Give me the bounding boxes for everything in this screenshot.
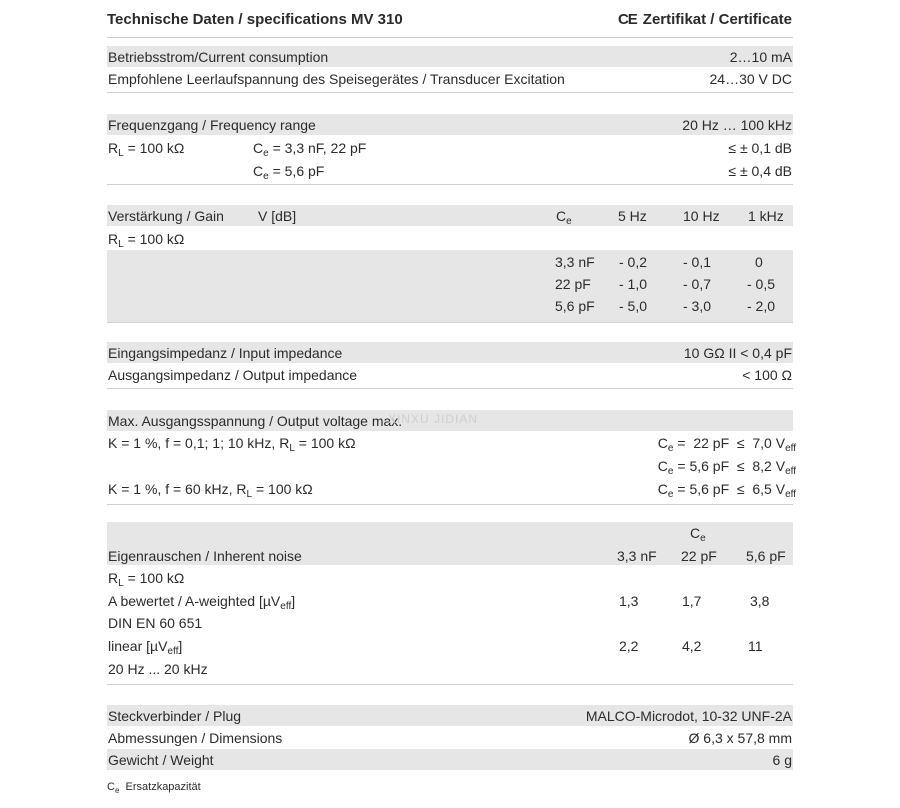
weight-value: 6 g bbox=[772, 752, 792, 768]
voltage-label: Max. Ausgangsspannung / Output voltage max. bbox=[108, 413, 403, 429]
frequency-tolerance-2: ≤ ± 0,4 dB bbox=[728, 163, 792, 179]
noise-value: 11 bbox=[748, 638, 763, 654]
noise-col: 22 pF bbox=[681, 548, 717, 564]
footnote: $C_e$ Ersatzkapazität bbox=[107, 781, 201, 795]
divider bbox=[107, 684, 793, 685]
noise-load: $R_L = 100$ kΩ bbox=[108, 570, 185, 589]
noise-linear-label: linear [µV$_{eff}$] bbox=[108, 638, 183, 657]
voltage-condition-2: K = 1 %, f = 60 kHz, $R_L = 100$ kΩ bbox=[108, 481, 313, 500]
divider bbox=[107, 504, 793, 505]
gain-row-value: 0 bbox=[755, 254, 763, 270]
frequency-load: $R_L = 100$ kΩ bbox=[108, 140, 185, 159]
gain-row-value: - 5,0 bbox=[619, 298, 648, 314]
noise-col: 3,3 nF bbox=[617, 548, 657, 564]
gain-col-1khz: 1 kHz bbox=[748, 208, 784, 224]
gain-col-ce: $C_e$ bbox=[556, 208, 572, 227]
noise-standard: DIN EN 60 651 bbox=[108, 615, 203, 631]
noise-value: 1,3 bbox=[619, 593, 639, 609]
gain-col-10hz: 10 Hz bbox=[683, 208, 720, 224]
plug-value: MALCO-Microdot, 10-32 UNF-2A bbox=[585, 708, 792, 724]
gain-unit: V [dB] bbox=[258, 208, 297, 224]
watermark: XINXU JIDIAN bbox=[388, 412, 479, 426]
output-impedance-value: < 100 Ω bbox=[742, 367, 792, 383]
excitation-value: 24…30 V DC bbox=[709, 71, 792, 87]
input-impedance-value: 10 GΩ II < 0,4 pF bbox=[683, 345, 792, 361]
gain-row-cap: 3,3 nF bbox=[555, 254, 595, 270]
dimensions-label: Abmessungen / Dimensions bbox=[108, 730, 283, 746]
noise-a-weighted-label: A bewertet / A-weighted [µV$_{eff}$] bbox=[108, 593, 296, 612]
gain-label: Verstärkung / Gain bbox=[108, 208, 224, 224]
plug-label: Steckverbinder / Plug bbox=[108, 708, 242, 724]
gain-row-value: - 2,0 bbox=[747, 298, 776, 314]
gain-row-value: - 1,0 bbox=[619, 276, 648, 292]
noise-value: 1,7 bbox=[682, 593, 702, 609]
noise-col: 5,6 pF bbox=[746, 548, 786, 564]
certificate-text: Zertifikat / Certificate bbox=[642, 11, 792, 28]
noise-value: 4,2 bbox=[682, 638, 702, 654]
frequency-label: Frequenzgang / Frequency range bbox=[108, 117, 316, 133]
voltage-value: $C_e = 5,6$ pF ≤ 8,2 $V_{eff}$ bbox=[657, 458, 796, 477]
noise-value: 2,2 bbox=[619, 638, 639, 654]
excitation-label: Empfohlene Leerlaufspannung des Speisegerätes / Transducer Excitation bbox=[108, 71, 565, 87]
frequency-cap-1: $C_e = 3,3$ nF, 22 pF bbox=[253, 140, 367, 159]
gain-col-5hz: 5 Hz bbox=[618, 208, 647, 224]
gain-row-value: - 0,5 bbox=[747, 276, 776, 292]
dimensions-value: Ø 6,3 x 57,8 mm bbox=[688, 730, 792, 746]
weight-label: Gewicht / Weight bbox=[108, 752, 214, 768]
ce-mark-icon: CE bbox=[617, 11, 637, 28]
input-impedance-label: Eingangsimpedanz / Input impedance bbox=[108, 345, 343, 361]
current-label: Betriebsstrom/Current consumption bbox=[108, 49, 329, 65]
certificate-label bbox=[618, 11, 792, 29]
voltage-condition-1: K = 1 %, f = 0,1; 1; 10 kHz, $R_L = 100$ kΩ bbox=[108, 435, 356, 454]
gain-row-value: - 0,2 bbox=[619, 254, 648, 270]
gain-load: $R_L = 100$ kΩ bbox=[108, 231, 185, 250]
current-value: 2…10 mA bbox=[729, 49, 792, 65]
divider bbox=[107, 388, 793, 389]
noise-range: 20 Hz ... 20 kHz bbox=[108, 661, 208, 677]
divider bbox=[107, 184, 793, 185]
gain-row-value: - 3,0 bbox=[683, 298, 712, 314]
gain-row-cap: 5,6 pF bbox=[555, 298, 595, 314]
page-title: Technische Daten / specifications MV 310 bbox=[107, 11, 403, 28]
noise-col-ce: $C_e$ bbox=[690, 525, 706, 544]
gain-row-value: - 0,7 bbox=[683, 276, 712, 292]
frequency-value: 20 Hz … 100 kHz bbox=[682, 117, 792, 133]
noise-label: Eigenrauschen / Inherent noise bbox=[108, 548, 302, 564]
frequency-cap-2: $C_e = 5,6$ pF bbox=[253, 163, 325, 182]
divider bbox=[107, 92, 793, 93]
voltage-value: $C_e = 22$ pF ≤ 7,0 $V_{eff}$ bbox=[657, 435, 796, 454]
gain-row-value: - 0,1 bbox=[683, 254, 712, 270]
output-impedance-label: Ausgangsimpedanz / Output impedance bbox=[108, 367, 358, 383]
divider bbox=[107, 322, 793, 323]
noise-value: 3,8 bbox=[750, 593, 770, 609]
frequency-tolerance-1: ≤ ± 0,1 dB bbox=[728, 140, 792, 156]
voltage-value: $C_e = 5,6$ pF ≤ 6,5 $V_{eff}$ bbox=[657, 481, 796, 500]
divider bbox=[107, 37, 793, 38]
gain-row-cap: 22 pF bbox=[555, 276, 591, 292]
